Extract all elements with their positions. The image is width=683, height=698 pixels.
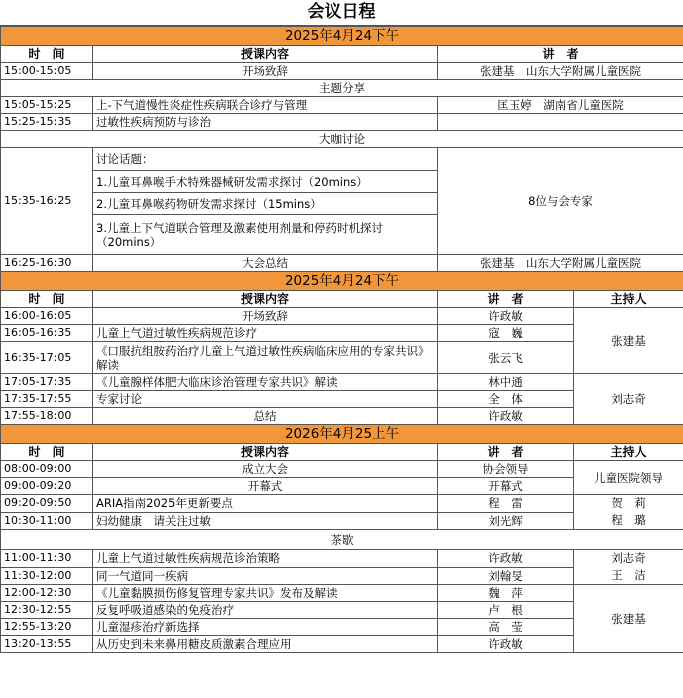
time-cell: 16:00-16:05	[1, 308, 93, 325]
host-name: 刘志奇	[611, 551, 646, 565]
speaker-cell: 协会领导	[438, 461, 574, 478]
time-cell: 16:05-16:35	[1, 325, 93, 342]
speaker-cell: 刘光辉	[438, 512, 574, 530]
header-speaker: 讲 者	[438, 444, 574, 461]
content-cell: 大会总结	[93, 255, 438, 272]
content-cell: 儿童上气道过敏性疾病规范诊治策略	[93, 550, 438, 568]
content-cell: 上-下气道慢性炎症性疾病联合诊疗与管理	[93, 97, 438, 114]
speaker-cell: 许政敏	[438, 636, 574, 653]
section-label: 大咖讨论	[1, 131, 683, 148]
content-cell: 专家讨论	[93, 391, 438, 408]
session-banner-2: 2025年4月24下午	[1, 272, 683, 291]
time-cell: 11:00-11:30	[1, 550, 93, 568]
header-time: 时 间	[1, 291, 93, 308]
speaker-cell: 刘翰旻	[438, 567, 574, 585]
speaker-cell: 张建基 山东大学附属儿童医院	[438, 63, 683, 80]
speaker-cell: 高 莹	[438, 619, 574, 636]
host-cell: 张建基	[574, 308, 683, 374]
speaker-cell: 许政敏	[438, 550, 574, 568]
header-speaker: 讲 者	[438, 46, 683, 63]
time-cell: 12:55-13:20	[1, 619, 93, 636]
speaker-cell: 8位与会专家	[438, 148, 683, 255]
header-content: 授课内容	[93, 46, 438, 63]
speaker-cell: 林中通	[438, 374, 574, 391]
table-row	[1, 97, 683, 114]
schedule-table-1	[0, 26, 683, 272]
time-cell: 16:35-17:05	[1, 342, 93, 374]
time-cell: 17:05-17:35	[1, 374, 93, 391]
time-cell: 15:05-15:25	[1, 97, 93, 114]
time-cell: 11:30-12:00	[1, 567, 93, 585]
section-label: 茶歇	[1, 530, 683, 550]
content-cell: 《儿童黏膜损伤修复管理专家共识》发布及解读	[93, 585, 438, 602]
header-speaker: 讲 者	[438, 291, 574, 308]
time-cell: 08:00-09:00	[1, 461, 93, 478]
content-cell: 《儿童腺样体肥大临床诊治管理专家共识》解读	[93, 374, 438, 391]
content-cell: 总结	[93, 408, 438, 425]
table-row	[1, 585, 683, 602]
discussion-row	[1, 148, 683, 171]
speaker-cell: 匡玉婷 湖南省儿童医院	[438, 97, 683, 114]
header-host: 主持人	[574, 291, 683, 308]
schedule-table-3	[0, 424, 683, 653]
host-cell: 刘志奇	[574, 374, 683, 425]
time-cell: 09:20-09:50	[1, 495, 93, 513]
time-cell: 09:00-09:20	[1, 478, 93, 495]
time-cell: 17:35-17:55	[1, 391, 93, 408]
session-banner-1: 2025年4月24下午	[1, 27, 683, 46]
header-time: 时 间	[1, 46, 93, 63]
schedule-table-2	[0, 271, 683, 425]
speaker-cell: 卢 根	[438, 602, 574, 619]
time-cell: 16:25-16:30	[1, 255, 93, 272]
host-cell	[574, 495, 683, 530]
host-name: 王 洁	[611, 568, 646, 582]
time-cell: 10:30-11:00	[1, 512, 93, 530]
speaker-cell: 寇 巍	[438, 325, 574, 342]
speaker-cell: 许政敏	[438, 408, 574, 425]
header-content: 授课内容	[93, 291, 438, 308]
speaker-cell: 程 雷	[438, 495, 574, 513]
content-cell: 从历史到未来鼻用糖皮质激素合理应用	[93, 636, 438, 653]
time-cell: 17:55-18:00	[1, 408, 93, 425]
content-cell: 反复呼吸道感染的免疫治疗	[93, 602, 438, 619]
content-cell: 开幕式	[93, 478, 438, 495]
page-title: 会议日程	[0, 0, 683, 26]
session-banner-3: 2026年4月25上午	[1, 425, 683, 444]
table-row	[1, 495, 683, 513]
section-label: 主题分享	[1, 80, 683, 97]
speaker-cell: 魏 萍	[438, 585, 574, 602]
speaker-cell: 张建基 山东大学附属儿童医院	[438, 255, 683, 272]
time-cell: 12:30-12:55	[1, 602, 93, 619]
speaker-cell: 开幕式	[438, 478, 574, 495]
content-cell: 开场致辞	[93, 63, 438, 80]
host-cell: 张建基	[574, 585, 683, 653]
table-row	[1, 374, 683, 391]
content-cell: 过敏性疾病预防与诊治	[93, 114, 438, 131]
speaker-cell: 张云飞	[438, 342, 574, 374]
content-cell: 儿童湿疹治疗新选择	[93, 619, 438, 636]
table-row	[1, 114, 683, 131]
header-host: 主持人	[574, 444, 683, 461]
header-content: 授课内容	[93, 444, 438, 461]
content-cell: 儿童上气道过敏性疾病规范诊疗	[93, 325, 438, 342]
time-cell: 15:00-15:05	[1, 63, 93, 80]
content-cell: 妇幼健康 请关注过敏	[93, 512, 438, 530]
discussion-heading: 讨论话题：	[93, 148, 438, 171]
content-cell: 成立大会	[93, 461, 438, 478]
table-row	[1, 255, 683, 272]
discussion-topic: 2.儿童耳鼻喉药物研发需求探讨（15mins）	[93, 193, 438, 215]
speaker-cell: 全 体	[438, 391, 574, 408]
header-time: 时 间	[1, 444, 93, 461]
content-cell: ARIA指南2025年更新要点	[93, 495, 438, 513]
host-cell: 儿童医院领导	[574, 461, 683, 495]
speaker-cell	[438, 114, 683, 131]
time-cell: 15:35-16:25	[1, 148, 93, 255]
time-cell: 15:25-15:35	[1, 114, 93, 131]
host-name: 程 璐	[611, 513, 646, 527]
discussion-topic: 3.儿童上下气道联合管理及激素使用剂量和停药时机探讨（20mins）	[93, 215, 438, 255]
time-cell: 12:00-12:30	[1, 585, 93, 602]
discussion-topic: 1.儿童耳鼻喉手术特殊器械研发需求探讨（20mins）	[93, 171, 438, 193]
table-row	[1, 63, 683, 80]
table-row	[1, 461, 683, 478]
speaker-cell: 许政敏	[438, 308, 574, 325]
content-cell: 《口服抗组胺药治疗儿童上气道过敏性疾病临床应用的专家共识》解读	[93, 342, 438, 374]
host-name: 贺 莉	[611, 496, 646, 510]
table-row	[1, 550, 683, 568]
table-row	[1, 308, 683, 325]
time-cell: 13:20-13:55	[1, 636, 93, 653]
host-cell	[574, 550, 683, 585]
content-cell: 同一气道同一疾病	[93, 567, 438, 585]
content-cell: 开场致辞	[93, 308, 438, 325]
